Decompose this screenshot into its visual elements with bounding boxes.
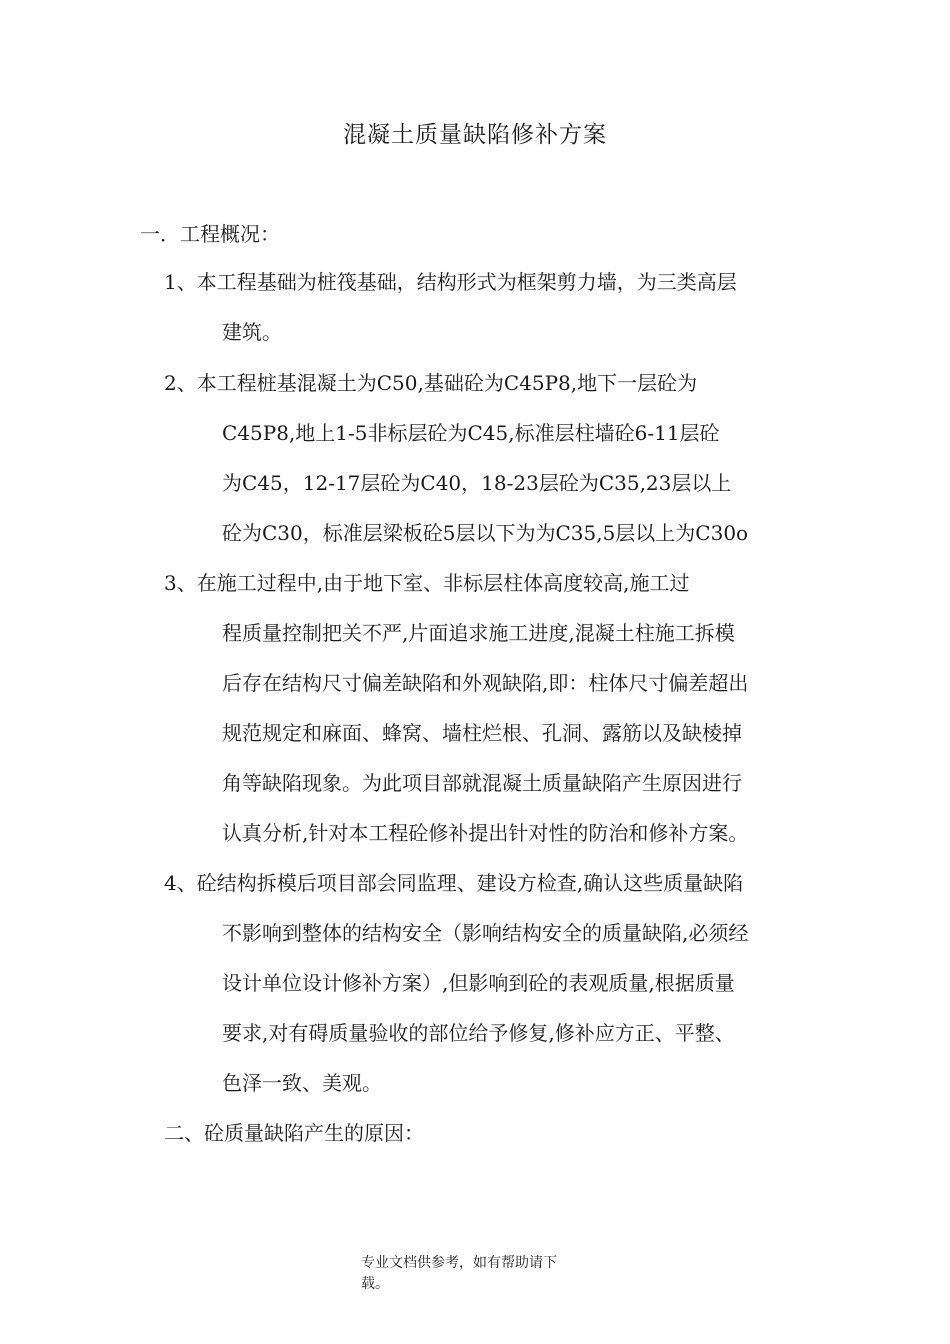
item-1-line-1: 1、本工程基础为桩筏基础，结构形式为框架剪力墙，为三类高层 <box>164 270 737 294</box>
item-2-line-1: 2、本工程桩基混凝土为C50,基础砼为C45P8,地下一层砼为 <box>164 371 698 395</box>
item-4-line-5: 色泽一致、美观。 <box>222 1071 382 1095</box>
footer-line-2: 载。 <box>361 1276 389 1292</box>
item-3-line-3: 后存在结构尺寸偏差缺陷和外观缺陷,即：柱体尺寸偏差超出 <box>222 671 749 695</box>
item-3-line-1: 3、在施工过程中,由于地下室、非标层柱体高度较高,施工过 <box>164 571 690 595</box>
document-title: 混凝土质量缺陷修补方案 <box>343 122 607 148</box>
item-3-line-6: 认真分析,针对本工程砼修补提出针对性的防治和修补方案。 <box>222 821 749 845</box>
item-4-line-3: 设计单位设计修补方案）,但影响到砼的表观质量,根据质量 <box>222 971 735 995</box>
section-heading-causes: 二、砼质量缺陷产生的原因： <box>164 1121 424 1145</box>
item-3-line-5: 角等缺陷现象。为此项目部就混凝土质量缺陷产生原因进行 <box>222 771 742 795</box>
item-4-line-4: 要求,对有碍质量验收的部位给予修复,修补应方正、平整、 <box>222 1021 735 1045</box>
item-2-line-4: 砼为C30，标准层梁板砼5层以下为为C35,5层以上为C30o <box>222 521 749 545</box>
item-1-line-2: 建筑。 <box>222 320 282 344</box>
item-4-line-1: 4、砼结构拆模后项目部会同监理、建设方检查,确认这些质量缺陷 <box>164 871 744 895</box>
footer-line-1: 专业文档供参考，如有帮助请下 <box>361 1255 557 1271</box>
item-2-line-2: C45P8,地上1-5非标层砼为C45,标准层柱墙砼6-11层砼 <box>222 421 720 445</box>
item-3-line-4: 规范规定和麻面、蜂窝、墙柱烂根、孔洞、露筋以及缺棱掉 <box>222 721 742 745</box>
item-4-line-2: 不影响到整体的结构安全（影响结构安全的质量缺陷,必须经 <box>222 921 749 945</box>
item-3-line-2: 程质量控制把关不严,片面追求施工进度,混凝土柱施工拆模 <box>222 621 735 645</box>
footer-note <box>361 1253 557 1295</box>
item-2-line-3: 为C45，12-17层砼为C40，18-23层砼为C35,23层以上 <box>222 471 732 495</box>
section-heading-overview: 一．工程概况： <box>140 222 280 246</box>
